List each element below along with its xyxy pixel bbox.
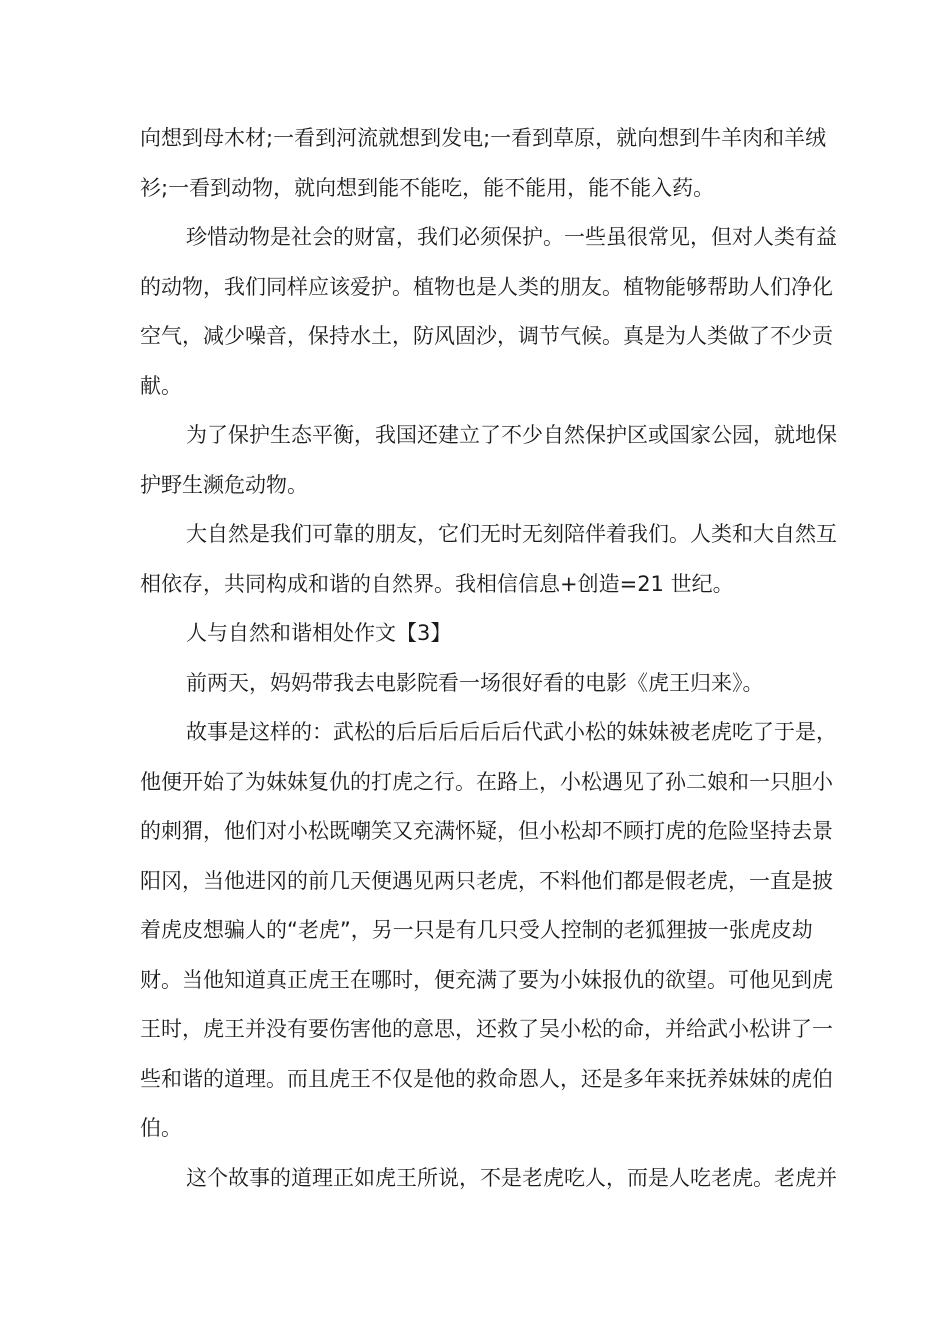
text-line-10: 相依存，共同构成和谐的自然界。我相信信息+创造=21 世纪。	[140, 571, 734, 596]
text-line-5: 空气，减少噪音，保持水土，防风固沙，调节气候。真是为人类做了不少贡	[140, 324, 833, 348]
text-line-1: 向想到母木材;一看到河流就想到发电;一看到草原，就向想到牛羊肉和羊绒	[140, 126, 827, 150]
text-line-15: 的刺猬，他们对小松既嘲笑又充满怀疑，但小松却不顾打虎的危险坚持去景	[140, 819, 833, 843]
text-line-22: 这个故事的道理正如虎王所说，不是老虎吃人，而是人吃老虎。老虎并	[186, 1165, 837, 1190]
text-line-19: 王时，虎王并没有要伤害他的意思，还救了吴小松的命，并给武小松讲了一	[140, 1017, 833, 1041]
text-line-7: 为了保护生态平衡，我国还建立了不少自然保护区或国家公园，就地保	[186, 423, 837, 447]
text-line-18: 财。当他知道真正虎王在哪时，便充满了要为小妹报仇的欲望。可他见到虎	[140, 967, 833, 992]
text-line-3: 珍惜动物是社会的财富，我们必须保护。一些虽很常见，但对人类有益	[186, 225, 837, 249]
text-line-12: 前两天，妈妈带我去电影院看一场很好看的电影《虎王归来》。	[186, 670, 764, 695]
document-body	[140, 114, 837, 1203]
section-heading: 人与自然和谐相处作文【3】	[186, 621, 452, 645]
text-line-6: 献。	[140, 373, 182, 398]
text-line-8: 护野生濒危动物。	[140, 472, 308, 497]
text-line-21: 伯。	[140, 1116, 182, 1140]
text-line-13: 故事是这样的：武松的后后后后后后代武小松的妹妹被老虎吃了于是，	[186, 720, 837, 744]
text-line-2: 衫;一看到动物，就向想到能不能吃，能不能用，能不能入药。	[140, 175, 715, 200]
text-line-20: 些和谐的道理。而且虎王不仅是他的救命恩人，还是多年来抚养妹妹的虎伯	[140, 1066, 833, 1091]
text-line-4: 的动物，我们同样应该爱护。植物也是人类的朋友。植物能够帮助人们净化	[140, 274, 833, 299]
text-line-16: 阳冈，当他进冈的前几天便遇见两只老虎，不料他们都是假老虎，一直是披	[140, 868, 833, 893]
text-line-17: 着虎皮想骗人的“老虎”，另一只是有几只受人控制的老狐狸披一张虎皮劫	[140, 918, 813, 942]
text-line-14: 他便开始了为妹妹复仇的打虎之行。在路上，小松遇见了孙二娘和一只胆小	[140, 769, 833, 794]
text-line-9: 大自然是我们可靠的朋友，它们无时无刻陪伴着我们。人类和大自然互	[186, 522, 837, 546]
